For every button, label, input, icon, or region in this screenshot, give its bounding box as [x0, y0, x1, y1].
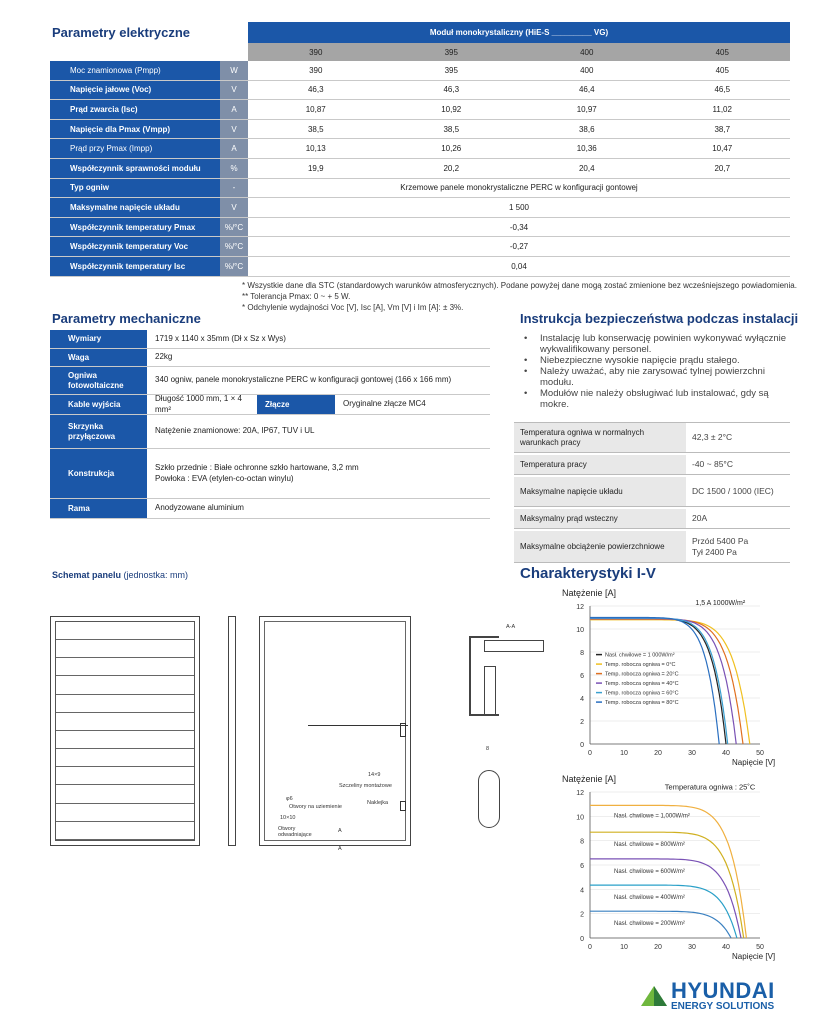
- row-value: 10,13: [305, 144, 326, 154]
- row-value: 10,47: [712, 144, 733, 154]
- mech-extra-label: Złącze: [257, 395, 335, 414]
- electrical-row: [50, 120, 790, 140]
- y-tick-label: 6: [580, 863, 584, 870]
- spec-value: 20A: [692, 513, 708, 524]
- row-unit: V: [220, 120, 248, 139]
- label-ground-holes: Otwory na uziemienie: [289, 804, 342, 810]
- bullet-dot-icon: •: [524, 365, 528, 377]
- row-unit: %/°C: [220, 237, 248, 256]
- mech-label: Ogniwa fotowoltaiczne: [50, 367, 147, 394]
- panel-back-drawing: [259, 616, 411, 846]
- y-tick-label: 10: [576, 814, 584, 822]
- iv-chart-irradiance: [560, 770, 780, 962]
- row-value: 10,92: [441, 104, 462, 114]
- row-value: 11,02: [712, 104, 732, 114]
- row-label: Maksymalne napięcie układu: [50, 198, 220, 217]
- y-tick-label: 2: [580, 719, 584, 726]
- cell-strip: [56, 622, 194, 640]
- spec-value: DC 1500 / 1000 (IEC): [692, 486, 774, 497]
- mechanical-row: [50, 415, 490, 449]
- cell-strip: [56, 695, 194, 713]
- bullet-dot-icon: •: [524, 354, 528, 366]
- row-value: -0,27: [509, 242, 529, 252]
- mech-label: Waga: [50, 349, 147, 366]
- row-unit: -: [220, 179, 248, 198]
- mechanical-row: [50, 330, 490, 349]
- y-tick-label: 0: [580, 742, 584, 749]
- note-stc: * Wszystkie dane dla STC (standardowych warunków atmosferycznych). Podane powyżej dane mogą zostać zmienione bez wcześniejszego powiadomienia.: [242, 281, 797, 290]
- x-tick-label: 0: [588, 750, 592, 757]
- y-tick-label: 2: [580, 911, 584, 919]
- spec-label: Maksymalne obciążenie powierzchniowe: [514, 531, 686, 562]
- electrical-span-row: [50, 198, 790, 218]
- label-sticker: Naklejka: [367, 800, 389, 806]
- brand-logo: [640, 980, 775, 1012]
- mechanical-row: [50, 449, 490, 499]
- spec-value: 42,3 ± 2°C: [692, 432, 733, 443]
- electrical-row: [50, 61, 790, 81]
- electrical-table: [50, 22, 790, 277]
- x-tick-label: 20: [654, 750, 662, 757]
- row-value: -0,34: [509, 222, 529, 232]
- legend-entry: Nasł. chwilowe = 600W/m²: [614, 868, 685, 875]
- row-value: 38,5: [307, 124, 324, 134]
- mech-label: Kable wyjścia: [50, 395, 147, 414]
- y-tick-label: 8: [580, 650, 584, 657]
- x-axis-label: Napięcie [V]: [732, 952, 776, 961]
- label-a-bottom: A: [338, 846, 342, 852]
- module-header: Moduł monokrystaliczny (HiE-S _________ VG): [248, 22, 790, 43]
- mech-value: Anodyzowane aluminium: [155, 503, 244, 513]
- spec-label: Maksymalny prąd wsteczny: [514, 509, 686, 528]
- y-tick-label: 12: [576, 790, 584, 797]
- legend-entry: Nasł. chwilowe = 200W/m²: [614, 921, 685, 928]
- x-tick-label: 20: [654, 944, 662, 951]
- legend-entry: Temp. robocza ogniwa = 0°C: [605, 662, 676, 669]
- row-label: Napięcie dla Pmax (Vmpp): [50, 120, 220, 139]
- cell-strip: [56, 822, 194, 840]
- row-label: Prąd przy Pmax (Impp): [50, 139, 220, 158]
- safety-spec-row: [514, 455, 790, 475]
- y-tick-label: 10: [576, 627, 584, 634]
- label-a-top: A: [338, 828, 342, 834]
- row-value: 20,7: [714, 163, 731, 173]
- mech-value: Powłoka : EVA (etylen-co-octan winylu): [155, 473, 294, 483]
- y-tick-label: 4: [580, 696, 584, 703]
- label-section: A-A: [506, 624, 516, 630]
- safety-specs-table: [514, 422, 790, 563]
- electrical-span-row: [50, 218, 790, 238]
- chart-title: Temperatura ogniwa : 25˚C: [664, 782, 756, 792]
- row-label: Prąd zwarcia (Isc): [50, 100, 220, 119]
- row-label: Współczynnik sprawności modułu: [50, 159, 220, 178]
- label-drain-dim: 10×10: [280, 815, 296, 821]
- bullet-dot-icon: •: [524, 333, 528, 344]
- safety-title: Instrukcja bezpieczeństwa podczas instalacji: [520, 311, 799, 326]
- y-tick-label: 6: [580, 673, 584, 680]
- row-value: 1 500: [508, 202, 530, 212]
- schema-title-unit: (jednostka: mm): [121, 570, 189, 580]
- row-label: Współczynnik temperatury Pmax: [50, 218, 220, 237]
- x-tick-label: 10: [620, 944, 628, 951]
- cell-strip: [56, 713, 194, 731]
- cell-strip: [56, 676, 194, 694]
- cell-strip: [56, 785, 194, 803]
- row-value: 19,9: [307, 163, 324, 173]
- mech-label: Skrzynka przyłączowa: [50, 415, 147, 448]
- mech-value: 1719 x 1140 x 35mm (Dł x Sz x Wys): [155, 333, 286, 343]
- iv-title: Charakterystyki I-V: [520, 565, 656, 582]
- model-header: 405: [715, 47, 729, 57]
- mechanical-title: Parametry mechaniczne: [52, 311, 201, 326]
- label-mounting-slots: Szczeliny montażowe: [339, 783, 392, 789]
- row-unit: A: [220, 100, 248, 119]
- safety-bullet: [524, 389, 794, 411]
- y-tick-label: 0: [580, 936, 584, 943]
- legend-entry: Nasł. chwilowe = 400W/m²: [614, 895, 685, 902]
- row-value: 38,6: [578, 124, 595, 134]
- electrical-span-row: [50, 179, 790, 199]
- row-value: 46,5: [714, 85, 731, 95]
- mech-label: Rama: [50, 499, 147, 518]
- electrical-notes: [242, 280, 797, 314]
- safety-spec-row: [514, 423, 790, 453]
- bullet-text: Niebezpieczne wysokie napięcie prądu stałego.: [540, 354, 740, 366]
- row-label: Typ ogniw: [50, 179, 220, 198]
- bullet-text: Należy uważać, aby nie zarysować tylnej powierzchni modułu.: [540, 365, 765, 388]
- x-tick-label: 0: [588, 944, 592, 951]
- cell-strip: [56, 640, 194, 658]
- mech-value: 340 ogniw, panele monokrystaliczne PERC w konfiguracji gontowej (166 x 166 mm): [155, 375, 452, 385]
- row-value: 20,2: [443, 163, 460, 173]
- brand-sub: ENERGY SOLUTIONS: [671, 1001, 775, 1012]
- row-value: 46,3: [307, 85, 324, 95]
- x-tick-label: 40: [722, 750, 730, 757]
- electrical-span-row: [50, 237, 790, 257]
- row-value: 0,04: [511, 261, 527, 271]
- iv-chart-temperature: [560, 588, 780, 768]
- electrical-row: [50, 100, 790, 120]
- label-phi6: φ6: [286, 796, 293, 802]
- mech-label: Wymiary: [50, 330, 147, 348]
- cell-strip: [56, 804, 194, 822]
- row-label: Współczynnik temperatury Isc: [50, 257, 220, 276]
- legend-entry: Temp. robocza ogniwa = 80°C: [605, 700, 679, 707]
- bullet-text: Modułów nie należy obsługiwać lub instalować, gdy są mokre.: [540, 387, 769, 410]
- row-value: 20,4: [578, 163, 595, 173]
- model-header: 390: [309, 47, 323, 57]
- spec-label: Temperatura pracy: [514, 455, 686, 474]
- y-axis-label: Natężenie [A]: [562, 774, 617, 784]
- x-tick-label: 40: [722, 944, 730, 951]
- row-value: 10,87: [305, 104, 326, 114]
- row-unit: V: [220, 198, 248, 217]
- model-header: 395: [444, 47, 458, 57]
- note-tolerance: ** Tolerancja Pmax: 0 ~ + 5 W.: [242, 292, 351, 302]
- y-tick-label: 8: [580, 838, 584, 846]
- model-header: 400: [580, 47, 594, 57]
- legend-entry: Nasł. chwilowe = 1 000W/m²: [605, 652, 675, 659]
- label-slot-width: 8: [486, 746, 490, 752]
- mechanical-table: [50, 330, 490, 519]
- mechanical-row: [50, 367, 490, 395]
- mech-value: 22kg: [155, 352, 173, 362]
- x-axis-label: Napięcie [V]: [732, 758, 776, 767]
- row-label: Napięcie jałowe (Voc): [50, 81, 220, 100]
- label-hole-dim: 14×9: [368, 772, 381, 778]
- y-tick-label: 12: [576, 604, 584, 611]
- row-value: 390: [309, 65, 323, 75]
- safety-bullets: [524, 334, 794, 410]
- spec-value: Tył 2400 Pa: [692, 546, 737, 557]
- row-value: 38,7: [714, 124, 731, 134]
- electrical-row: [50, 159, 790, 179]
- row-value: 38,5: [443, 124, 460, 134]
- panel-side-drawing: [228, 616, 236, 846]
- legend-entry: Temp. robocza ogniwa = 20°C: [605, 671, 679, 678]
- frame-section-drawing: [462, 636, 546, 726]
- legend-entry: Temp. robocza ogniwa = 40°C: [605, 681, 679, 688]
- row-value: 46,4: [578, 85, 595, 95]
- mech-value-group: [147, 449, 490, 498]
- spec-label: Maksymalne napięcie układu: [514, 477, 686, 506]
- schema-title-bold: Schemat panelu: [52, 570, 122, 580]
- model-header-row: [248, 43, 790, 61]
- mech-value: Natężenie znamionowe: 20A, IP67, TUV i UL: [155, 426, 315, 436]
- row-unit: V: [220, 81, 248, 100]
- bullet-dot-icon: •: [524, 387, 528, 399]
- row-value: 10,26: [441, 144, 462, 154]
- x-tick-label: 30: [688, 750, 696, 757]
- schema-title: [52, 570, 188, 580]
- mech-label: Konstrukcja: [50, 449, 147, 498]
- y-tick-label: 4: [580, 887, 584, 895]
- electrical-title: Parametry elektryczne: [52, 25, 191, 40]
- row-value: Krzemowe panele monokrystaliczne PERC w konfiguracji gontowej: [400, 183, 638, 193]
- row-value: 395: [444, 65, 458, 75]
- mechanical-row: [50, 395, 490, 415]
- row-value: 10,97: [576, 104, 597, 114]
- row-unit: W: [220, 61, 248, 80]
- row-label: Moc znamionowa (Pmpp): [50, 61, 220, 80]
- cell-strip: [56, 767, 194, 785]
- bullet-text: Instalację lub konserwację powinien wykonywać wyłącznie wykwalifikowany personel.: [540, 333, 787, 355]
- safety-spec-row: [514, 509, 790, 529]
- legend-entry: Nasł. chwilowe = 800W/m²: [614, 842, 685, 849]
- label-drain-holes: Otwory odwadniające: [278, 826, 312, 838]
- panel-front-drawing: [50, 616, 200, 846]
- legend-entry: Temp. robocza ogniwa = 60°C: [605, 690, 679, 697]
- row-unit: A: [220, 139, 248, 158]
- legend-entry: Nasł. chwilowe = 1,000W/m²: [614, 813, 690, 820]
- mechanical-row: [50, 499, 490, 519]
- row-value: 46,3: [443, 85, 460, 95]
- x-tick-label: 50: [756, 944, 764, 951]
- electrical-row: [50, 81, 790, 101]
- mech-value: Długość 1000 mm, 1 × 4 mm²: [155, 393, 242, 414]
- mech-value: Szkło przednie : Białe ochronne szkło hartowane, 3,2 mm: [155, 462, 359, 472]
- safety-spec-row: [514, 531, 790, 563]
- mounting-slot-drawing: [478, 770, 500, 828]
- row-unit: %/°C: [220, 257, 248, 276]
- row-value: 10,36: [576, 144, 597, 154]
- spec-value: -40 ~ 85°C: [692, 459, 733, 470]
- spec-value-group: [686, 531, 790, 562]
- row-label: Współczynnik temperatury Voc: [50, 237, 220, 256]
- spec-label: Temperatura ogniwa w normalnych warunkach pracy: [514, 423, 686, 452]
- mech-extra-value: Oryginalne złącze MC4: [343, 399, 426, 409]
- row-value: 400: [580, 65, 594, 75]
- cell-strip: [56, 749, 194, 767]
- safety-bullet: [524, 334, 794, 356]
- x-tick-label: 30: [688, 944, 696, 951]
- hyundai-triangle-icon: [640, 984, 668, 1008]
- x-tick-label: 10: [620, 750, 628, 757]
- row-unit: %: [220, 159, 248, 178]
- cell-strip: [56, 658, 194, 676]
- y-axis-label: Natężenie [A]: [562, 588, 617, 598]
- brand-name: HYUNDAI: [671, 978, 775, 1003]
- row-unit: %/°C: [220, 218, 248, 237]
- electrical-row: [50, 139, 790, 159]
- safety-bullet: [524, 367, 794, 389]
- x-tick-label: 50: [756, 750, 764, 757]
- cell-strip: [56, 731, 194, 749]
- mechanical-row: [50, 349, 490, 367]
- electrical-span-row: [50, 257, 790, 277]
- row-value: 405: [715, 65, 729, 75]
- safety-spec-row: [514, 477, 790, 507]
- spec-value: Przód 5400 Pa: [692, 535, 749, 546]
- chart-annotation: 1,5 A 1000W/m²: [695, 599, 746, 607]
- note-deviation: * Odchylenie wydajności Voc [V], Isc [A], Vm [V] i Im [A]: ± 3%.: [242, 303, 464, 313]
